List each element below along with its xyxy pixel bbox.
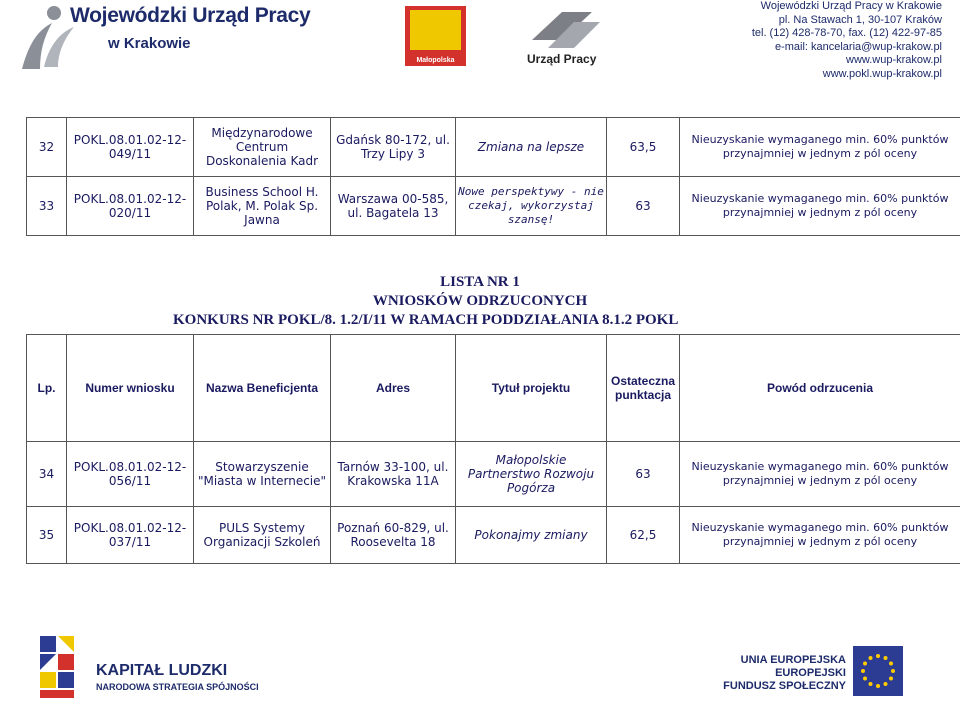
tytul-cell: Nowe perspektywy - nie czekaj, wykorzystaj szansę! <box>456 177 607 236</box>
table-header-row <box>27 335 960 442</box>
list-title <box>0 273 960 330</box>
eu-star-icon <box>869 682 873 686</box>
kapital-ludzki-title: KAPITAŁ LUDZKI <box>96 662 228 679</box>
numer-cell: POKL.08.01.02-12-037/11 <box>67 507 194 564</box>
contact-email: e-mail: kancelaria@wup-krakow.pl <box>774 40 942 53</box>
eu-star-icon <box>863 662 867 666</box>
adres-cell: Warszawa 00-585, ul. Bagatela 13 <box>331 177 456 236</box>
eu-star-icon <box>889 677 893 681</box>
eu-line: UNIA EUROPEJSKA <box>740 654 846 666</box>
eu-star-icon <box>861 669 865 673</box>
malopolska-label: Małopolska <box>416 57 455 64</box>
wup-figure-logo-icon <box>14 3 78 75</box>
eu-star-icon <box>869 656 873 660</box>
numer-cell: POKL.08.01.02-12-056/11 <box>67 442 194 507</box>
contact-line: Wojewódzki Urząd Pracy w Krakowie <box>760 0 942 12</box>
letterhead <box>0 0 960 88</box>
eu-star-icon <box>884 656 888 660</box>
eu-star-icon <box>876 684 880 688</box>
adres-cell: Gdańsk 80-172, ul. Trzy Lipy 3 <box>331 118 456 177</box>
table-row <box>27 118 960 177</box>
eu-line: EUROPEJSKI <box>775 667 846 679</box>
tytul-cell: Zmiana na lepsze <box>456 118 607 177</box>
contact-line: pl. Na Stawach 1, 30-107 Kraków <box>778 13 942 26</box>
powod-cell: Nieuzyskanie wymaganego min. 60% punktów przynajmniej w jednym z pól oceny <box>680 177 960 236</box>
powod-cell: Nieuzyskanie wymaganego min. 60% punktów przynajmniej w jednym z pól oceny <box>680 118 960 177</box>
adres-cell: Poznań 60-829, ul. Roosevelta 18 <box>331 507 456 564</box>
lp-cell: 34 <box>27 442 67 507</box>
beneficjent-cell: Stowarzyszenie "Miasta w Internecie" <box>194 442 331 507</box>
lp-cell: 35 <box>27 507 67 564</box>
table-row <box>27 442 960 507</box>
org-name: Wojewódzki Urząd Pracy <box>70 4 311 27</box>
contest-name: KONKURS NR POKL/8. 1.2/I/11 W RAMACH PODDZIAŁANIA 8.1.2 POKL <box>173 312 679 328</box>
tytul-cell: Małopolskie Partnerstwo Rozwoju Pogórza <box>456 442 607 507</box>
eu-star-icon <box>863 677 867 681</box>
numer-cell: POKL.08.01.02-12-020/11 <box>67 177 194 236</box>
malopolska-logo <box>405 6 466 66</box>
urzad-pracy-label: Urząd Pracy <box>527 52 597 66</box>
eu-star-icon <box>884 682 888 686</box>
eu-star-icon <box>889 662 893 666</box>
punktacja-cell: 63,5 <box>607 118 680 177</box>
eu-line: FUNDUSZ SPOŁECZNY <box>723 680 846 692</box>
numer-cell: POKL.08.01.02-12-049/11 <box>67 118 194 177</box>
table-row <box>27 507 960 564</box>
header-punktacja: Ostateczna punktacja <box>607 335 680 442</box>
list-number: LISTA NR 1 <box>440 274 520 290</box>
eu-star-icon <box>876 654 880 658</box>
lp-cell: 32 <box>27 118 67 177</box>
rejected-applications-table-continued <box>26 117 960 236</box>
contact-block <box>752 0 942 82</box>
kapital-ludzki-subtitle: NARODOWA STRATEGIA SPÓJNOŚCI <box>96 682 259 692</box>
kapital-ludzki-logo-icon <box>38 632 86 702</box>
powod-cell: Nieuzyskanie wymaganego min. 60% punktów przynajmniej w jednym z pól oceny <box>680 507 960 564</box>
header-beneficjent: Nazwa Beneficjenta <box>194 335 331 442</box>
eu-text-block <box>723 654 846 693</box>
table-row <box>27 177 960 236</box>
lp-cell: 33 <box>27 177 67 236</box>
beneficjent-cell: Business School H. Polak, M. Polak Sp. Jawna <box>194 177 331 236</box>
header-tytul: Tytuł projektu <box>456 335 607 442</box>
header-powod: Powód odrzucenia <box>680 335 960 442</box>
tytul-cell: Pokonajmy zmiany <box>456 507 607 564</box>
contact-website: www.pokl.wup-krakow.pl <box>822 67 942 80</box>
list-subtitle: WNIOSKÓW ODRZUCONYCH <box>372 293 588 309</box>
powod-cell: Nieuzyskanie wymaganego min. 60% punktów przynajmniej w jednym z pól oceny <box>680 442 960 507</box>
punktacja-cell: 63 <box>607 442 680 507</box>
beneficjent-cell: Międzynarodowe Centrum Doskonalenia Kadr <box>194 118 331 177</box>
contact-line: tel. (12) 428-78-70, fax. (12) 422-97-85 <box>751 27 942 40</box>
adres-cell: Tarnów 33-100, ul. Krakowska 11A <box>331 442 456 507</box>
rejected-applications-table <box>26 334 960 564</box>
eu-flag-icon <box>853 646 903 696</box>
org-city: w Krakowie <box>108 35 191 52</box>
header-lp: Lp. <box>27 335 67 442</box>
contact-website: www.wup-krakow.pl <box>846 54 942 67</box>
eu-star-icon <box>891 669 895 673</box>
beneficjent-cell: PULS Systemy Organizacji Szkoleń <box>194 507 331 564</box>
header-numer: Numer wniosku <box>67 335 194 442</box>
header-adres: Adres <box>331 335 456 442</box>
punktacja-cell: 62,5 <box>607 507 680 564</box>
punktacja-cell: 63 <box>607 177 680 236</box>
